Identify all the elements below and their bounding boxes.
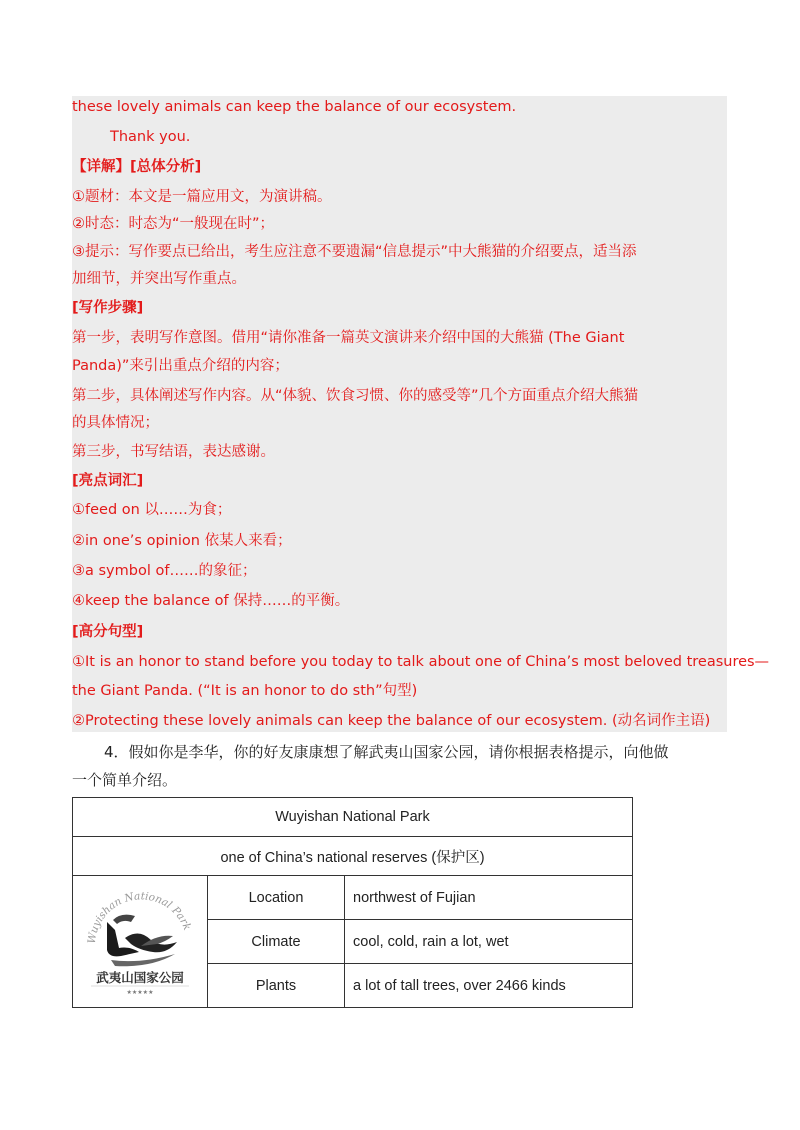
park-logo-icon	[81, 882, 199, 998]
sentences-header: [高分句型]	[72, 624, 144, 640]
logo-cn-name: 武夷山国家公园	[96, 969, 184, 985]
vocab-item: ③a symbol of……的象征；	[72, 563, 257, 579]
row-value-plants: a lot of tall trees, over 2466 kinds	[345, 964, 633, 1008]
row-label-location: Location	[208, 876, 345, 920]
answer-line: these lovely animals can keep the balance of our ecosystem.	[72, 99, 517, 115]
analysis-item: ②时态：时态为“一般现在时”；	[72, 216, 275, 232]
park-info-table	[72, 797, 633, 1008]
row-value-location: northwest of Fujian	[345, 876, 633, 920]
logo-arc-text: Wuyishan National Park	[85, 889, 194, 944]
thanks-line: Thank you.	[110, 129, 191, 145]
table-subtitle: one of China’s national reserves (保护区)	[73, 837, 633, 876]
sentence-item: the Giant Panda. (“It is an honor to do sth”句型)	[72, 683, 418, 699]
analysis-item: ①题材：本文是一篇应用文，为演讲稿。	[72, 189, 332, 205]
logo-stars: ★★★★★	[126, 988, 154, 996]
table-title: Wuyishan National Park	[73, 798, 633, 837]
steps-header: [写作步骤]	[72, 300, 144, 316]
vocab-header: [亮点词汇]	[72, 473, 144, 489]
row-label-plants: Plants	[208, 964, 345, 1008]
steps-item: 第一步，表明写作意图。借用“请你准备一篇英文演讲来介绍中国的大熊猫 (The Giant	[72, 330, 625, 346]
vocab-item: ②in one’s opinion 依某人来看；	[72, 533, 292, 549]
vocab-item: ①feed on 以……为食；	[72, 502, 232, 518]
analysis-item: ③提示：写作要点已给出，考生应注意不要遗漏“信息提示”中大熊猫的介绍要点，适当添	[72, 244, 637, 260]
analysis-item: 加细节，并突出写作重点。	[72, 271, 246, 287]
steps-item: 第二步，具体阐述写作内容。从“体貌、饮食习惯、你的感受等”几个方面重点介绍大熊猫	[72, 388, 639, 404]
sentence-item: ①It is an honor to stand before you today to talk about one of China’s most beloved treasures—	[72, 654, 770, 670]
table-row	[73, 876, 633, 920]
row-label-climate: Climate	[208, 920, 345, 964]
steps-item: 的具体情况；	[72, 415, 159, 431]
sentence-item: ②Protecting these lovely animals can keep the balance of our ecosystem. (动名词作主语)	[72, 713, 711, 729]
park-logo	[73, 876, 208, 1008]
question-line: 4．假如你是李华，你的好友康康想了解武夷山国家公园，请你根据表格提示，向他做	[104, 743, 669, 761]
steps-item: 第三步，书写结语，表达感谢。	[72, 444, 275, 460]
analysis-header: 【详解】[总体分析]	[72, 159, 202, 175]
steps-item: Panda)”来引出重点介绍的内容；	[72, 358, 289, 374]
row-value-climate: cool, cold, rain a lot, wet	[345, 920, 633, 964]
vocab-item: ④keep the balance of 保持……的平衡。	[72, 593, 350, 609]
question-line: 一个简单介绍。	[72, 771, 178, 789]
